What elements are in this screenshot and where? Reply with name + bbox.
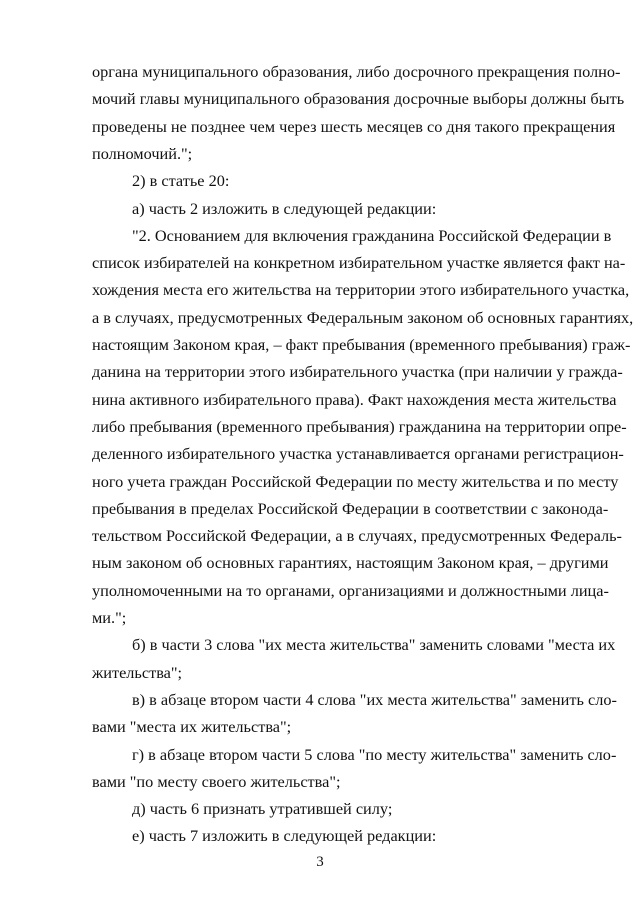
- text-line: вами "места их жительства";: [92, 717, 292, 736]
- text-line: ного учета граждан Российской Федерации по месту жительства и по месту: [92, 472, 619, 491]
- text-line: настоящим Законом края, – факт пребывания (временного пребывания) граж-: [92, 335, 631, 354]
- text-line: либо пребывания (временного пребывания) гражданина на территории опре-: [92, 417, 627, 436]
- text-line: ми.";: [92, 608, 127, 627]
- text-line: б) в части 3 слова "их места жительства" заменить словами "места их: [132, 635, 616, 654]
- text-line: данина на территории этого избирательного участка (при наличии у гражда-: [92, 362, 623, 381]
- text-line: "2. Основанием для включения гражданина Российской Федерации в: [132, 226, 612, 245]
- text-line: полномочий.";: [92, 144, 193, 163]
- text-line: тельством Российской Федерации, а в случаях, предусмотренных Федераль-: [92, 526, 622, 545]
- text-line: хождения места его жительства на территории этого избирательного участка,: [92, 280, 630, 299]
- text-line: жительства";: [92, 663, 183, 682]
- text-line: нина активного избирательного права). Факт нахождения места жительства: [92, 390, 617, 409]
- text-line: а) часть 2 изложить в следующей редакции:: [132, 199, 437, 218]
- page-number: 3: [316, 854, 324, 870]
- text-line: мочий главы муниципального образования досрочные выборы должны быть: [92, 89, 625, 108]
- text-line: 2) в статье 20:: [132, 171, 230, 190]
- text-line: г) в абзаце втором части 5 слова "по месту жительства" заменить сло-: [132, 745, 617, 764]
- text-line: проведены не позднее чем через шесть месяцев со дня такого прекращения: [92, 117, 616, 136]
- text-line: д) часть 6 признать утратившей силу;: [132, 799, 393, 818]
- text-line: пребывания в пределах Российской Федерации в соответствии с законода-: [92, 499, 609, 518]
- text-line: деленного избирательного участка устанавливается органами регистрацион-: [92, 444, 624, 463]
- text-line: в) в абзаце втором части 4 слова "их места жительства" заменить сло-: [132, 690, 617, 709]
- text-line: список избирателей на конкретном избирательном участке является факт на-: [92, 253, 626, 272]
- text-line: е) часть 7 изложить в следующей редакции:: [132, 826, 437, 845]
- text-line: ным законом об основных гарантиях, настоящим Законом края, – другими: [92, 553, 609, 572]
- text-line: вами "по месту своего жительства";: [92, 772, 341, 791]
- text-line: а в случаях, предусмотренных Федеральным законом об основных гарантиях,: [92, 308, 634, 327]
- text-line: органа муниципального образования, либо досрочного прекращения полно-: [92, 62, 621, 81]
- text-line: уполномоченными на то органами, организациями и должностными лица-: [92, 581, 609, 600]
